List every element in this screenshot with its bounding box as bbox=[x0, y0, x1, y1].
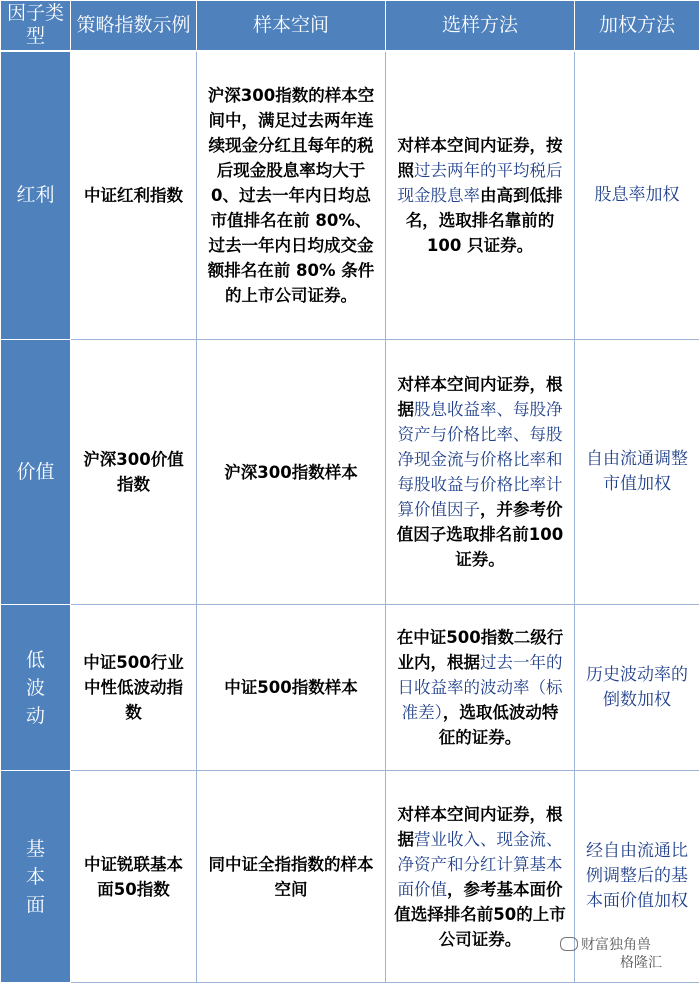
factor-cell: 低波动 bbox=[1, 605, 71, 771]
sample-space-cell: 同中证全指指数的样本空间 bbox=[197, 771, 386, 983]
sample-space-cell: 沪深300指数的样本空间中，满足过去两年连续现金分红且每年的税后现金股息率均大于0、过去一年内日均总市值排名在前 80%、过去一年内日均成交金额排名在前 80% 条件的上市公司证券。 bbox=[197, 51, 386, 340]
table-row-low-volatility bbox=[1, 605, 699, 771]
selection-method-cell bbox=[386, 771, 575, 983]
selection-method-cell bbox=[386, 51, 575, 340]
watermark bbox=[560, 936, 662, 972]
watermark-line2: 格隆汇 bbox=[560, 954, 662, 972]
index-cell: 中证红利指数 bbox=[71, 51, 197, 340]
weighting-cell: 自由流通调整市值加权 bbox=[575, 340, 699, 605]
index-cell: 中证500行业中性低波动指数 bbox=[71, 605, 197, 771]
selection-text: 对样本空间内证券，根据 bbox=[398, 375, 563, 419]
factor-cell: 价值 bbox=[1, 340, 71, 605]
factor-cell: 基本面 bbox=[1, 771, 71, 983]
index-cell: 沪深300价值指数 bbox=[71, 340, 197, 605]
selection-highlight: 过去两年的平均税后现金股息率 bbox=[398, 161, 563, 205]
factor-cell: 红利 bbox=[1, 51, 71, 340]
selection-method-cell bbox=[386, 605, 575, 771]
header-row bbox=[1, 1, 699, 51]
selection-highlight: 营业收入、现金流、净资产和分红计算基本面价值 bbox=[398, 830, 563, 899]
selection-text: 在中证500指数二级行业内，根据 bbox=[397, 628, 563, 672]
selection-text: ，参考基本面价值选择排名前50的上市公司证券。 bbox=[394, 880, 565, 949]
selection-text: 由高到低排名，选取排名靠前的100 只证券。 bbox=[406, 186, 563, 255]
table-row-value bbox=[1, 340, 699, 605]
header-factor-type: 因子类型 bbox=[1, 1, 71, 51]
sample-space-cell: 中证500指数样本 bbox=[197, 605, 386, 771]
watermark-line1: 财富独角兽 bbox=[581, 937, 651, 953]
selection-highlight: 股息收益率、每股净资产与价格比率、每股净现金流与价格比率和每股收益与价格比率计算价值因子 bbox=[398, 400, 563, 519]
weighting-cell: 经自由流通比例调整后的基本面价值加权 bbox=[575, 771, 699, 983]
index-cell: 中证锐联基本面50指数 bbox=[71, 771, 197, 983]
selection-text: ，并参考价值因子选取排名前100证券。 bbox=[397, 500, 563, 569]
table-row-dividend bbox=[1, 51, 699, 340]
header-index-example: 策略指数示例 bbox=[71, 1, 197, 51]
selection-text: 对样本空间内证券，按照 bbox=[398, 136, 563, 180]
header-selection-method: 选样方法 bbox=[386, 1, 575, 51]
weighting-cell: 股息率加权 bbox=[575, 51, 699, 340]
wechat-icon bbox=[560, 937, 578, 951]
selection-highlight: 过去一年的日收益率的波动率（标准差） bbox=[398, 653, 563, 722]
selection-text: 对样本空间内证券，根据 bbox=[398, 805, 563, 849]
header-weighting-method: 加权方法 bbox=[575, 1, 699, 51]
sample-space-cell: 沪深300指数样本 bbox=[197, 340, 386, 605]
selection-method-cell bbox=[386, 340, 575, 605]
weighting-cell: 历史波动率的倒数加权 bbox=[575, 605, 699, 771]
selection-text: ，选取低波动特征的证券。 bbox=[439, 703, 559, 747]
header-sample-space: 样本空间 bbox=[197, 1, 386, 51]
